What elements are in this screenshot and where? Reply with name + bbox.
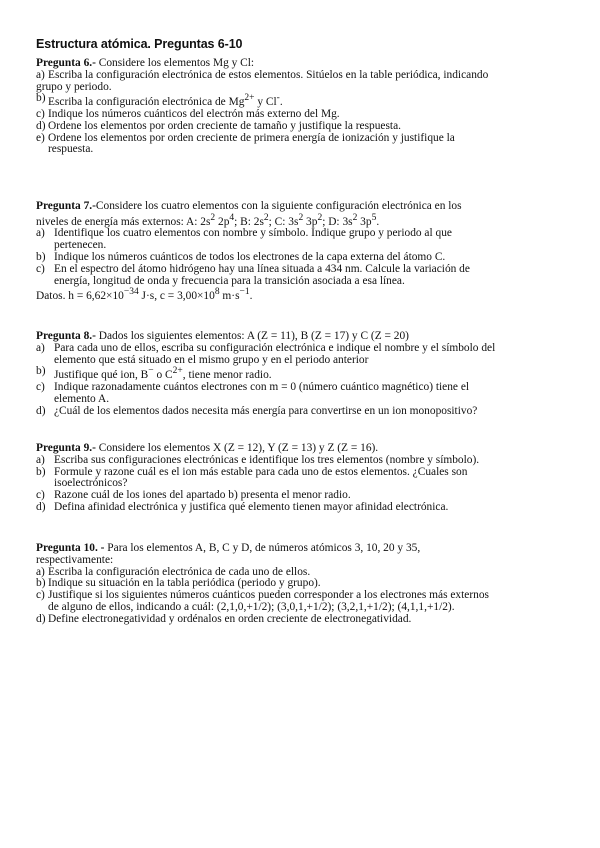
question-9 — [36, 443, 568, 514]
q8-item-c-cont: elemento A. — [54, 392, 110, 405]
q10-intro-cont: respectivamente: — [36, 553, 114, 566]
item-label: b) — [36, 365, 46, 378]
item-label: b) — [36, 250, 46, 263]
q6-item-e-cont: respuesta. — [48, 143, 94, 156]
item-label: b) — [36, 92, 46, 105]
q8-b-text: Justifique qué ion, B — [54, 369, 149, 382]
q6-item-b — [48, 93, 568, 109]
q7-item-a-cont: pertenecen. — [54, 239, 107, 252]
q8-heading: Pregunta 8.- — [36, 330, 96, 342]
q7-cfg-text: . — [376, 215, 380, 228]
q6-b-end: . — [279, 96, 283, 109]
q6-b-charge-mg: 2+ — [244, 93, 255, 104]
q8-b-charge: 2+ — [172, 366, 183, 377]
item-label: d) — [36, 119, 46, 132]
q7-configurations — [36, 213, 568, 229]
q7-item-a: Identifique los cuatro elementos con nombre y símbolo. Indique grupo y periodo al que — [54, 227, 452, 240]
q7-cfg-exp: 5 — [371, 212, 377, 223]
q7-data-exp: −34 — [123, 287, 139, 298]
q7-cfg-exp: 2 — [298, 212, 304, 223]
q8-item-c: Indique razonadamente cuántos electrones con m = 0 (número cuántico magnético) tiene el — [54, 380, 470, 393]
item-label: d) — [36, 500, 46, 513]
q9-item-c: Razone cuál de los iones del apartado b) presenta el menor radio. — [54, 489, 351, 502]
q7-data-text: . — [249, 290, 253, 303]
q6-item-a: Escriba la configuración electrónica de estos elementos. Sitúelos en la table periódica, indicando — [48, 68, 489, 81]
q9-item-b-cont: isoelectrónicos? — [54, 477, 128, 490]
q8-item-a: Para cada uno de ellos, escriba su configuración electrónica e indique el nombre y el símbolo del — [54, 341, 496, 354]
q7-cfg-text: 3p — [357, 215, 372, 228]
document-title: Estructura atómica. Preguntas 6-10 — [36, 37, 243, 51]
q6-intro: Considere los elementos Mg y Cl: — [95, 57, 255, 69]
q7-cfg-exp: 2 — [263, 212, 269, 223]
q8-b-charge: − — [148, 366, 154, 377]
q7-cfg-exp: 2 — [317, 212, 323, 223]
item-label: a) — [36, 227, 45, 240]
q7-data-exp: −1 — [239, 287, 250, 298]
q9-heading: Pregunta 9.- — [36, 442, 96, 454]
q7-item-b: Indique los números cuánticos de todos los electrones de la capa externa del átomo C. — [54, 250, 446, 263]
q8-intro: Dados los siguientes elementos: A (Z = 11), B (Z = 17) y C (Z = 20) — [95, 330, 409, 342]
item-label: a) — [36, 341, 45, 354]
q7-data-text: J·s, c = 3,00×10 — [138, 290, 215, 303]
question-7 — [36, 201, 568, 303]
item-label: a) — [36, 453, 45, 466]
q7-item-c: En el espectro del átomo hidrógeno hay una línea situada a 434 nm. Calcule la variación de — [54, 262, 470, 275]
q8-item-a-cont: elemento que está situado en el mismo grupo y en el periodo anterior — [54, 353, 369, 366]
q7-data-exp: 8 — [214, 287, 220, 298]
q10-item-c-cont: de alguno de ellos, indicando a cuál: (2,1,0,+1/2); (3,0,1,+1/2); (3,2,1,+1/2); (4,1,1,+1/2). — [48, 600, 455, 613]
q7-intro: Considere los cuatro elementos con la siguiente configuración electrónica en los — [95, 200, 462, 212]
question-6 — [36, 58, 568, 156]
q7-cfg-text: niveles de energía más externos: A: 2s — [36, 215, 211, 228]
item-label: a) — [36, 68, 45, 81]
q7-cfg-text: 3p — [303, 215, 318, 228]
q7-data-text: m·s — [219, 290, 240, 303]
item-label: c) — [36, 380, 45, 393]
item-label: c) — [36, 107, 45, 120]
item-label: b) — [36, 465, 46, 478]
q6-b-text-2: y Cl — [254, 96, 277, 109]
q7-cfg-exp: 2 — [352, 212, 358, 223]
q8-item-d: ¿Cuál de los elementos dados necesita más energía para convertirse en un ion monopositivo? — [54, 404, 478, 417]
question-10 — [36, 543, 568, 626]
item-label: c) — [36, 589, 45, 602]
item-label: c) — [36, 262, 45, 275]
item-label: d) — [36, 404, 46, 417]
q7-data-text: Datos. h = 6,62×10 — [36, 290, 124, 303]
q9-item-a: Escriba sus configuraciones electrónicas e identifique los tres elementos (nombre y símbolo). — [54, 453, 480, 466]
q6-b-text: Escriba la configuración electrónica de Mg — [48, 96, 245, 109]
q10-item-b: Indique su situación en la tabla periódica (periodo y grupo). — [48, 577, 321, 590]
q10-heading: Pregunta 10. - — [36, 542, 105, 554]
q10-item-a: Escriba la configuración electrónica de cada uno de ellos. — [48, 565, 311, 578]
q7-data — [36, 287, 568, 303]
question-8 — [36, 331, 568, 417]
q7-cfg-exp: 2 — [210, 212, 216, 223]
q9-intro: Considere los elementos X (Z = 12), Y (Z = 13) y Z (Z = 16). — [95, 442, 379, 454]
q7-cfg-text: ; C: 3s — [268, 215, 299, 228]
q6-b-charge-cl: - — [276, 93, 280, 104]
q6-heading: Pregunta 6.- — [36, 57, 96, 69]
q6-item-c: Indique los números cuánticos del electrón más externo del Mg. — [48, 107, 340, 120]
q7-cfg-text: 2p — [215, 215, 230, 228]
q7-cfg-exp: 4 — [229, 212, 235, 223]
item-label: d) — [36, 612, 46, 625]
q7-item-c-cont: energía, longitud de onda y frecuencia para la transición asociada a esa línea. — [54, 274, 405, 287]
q6-item-e: Ordene los elementos por orden creciente de primera energía de ionización y justifique la — [48, 131, 455, 144]
q6-item-d: Ordene los elementos por orden creciente de tamaño y justifique la respuesta. — [48, 119, 401, 132]
q6-item-a-cont: grupo y periodo. — [36, 80, 112, 93]
q8-b-text: , tiene menor radio. — [182, 369, 272, 382]
item-label: e) — [36, 131, 45, 144]
q7-heading: Pregunta 7.- — [36, 200, 96, 212]
q7-cfg-text: ; B: 2s — [234, 215, 264, 228]
q8-b-text: o C — [153, 369, 173, 382]
q10-intro: Para los elementos A, B, C y D, de números atómicos 3, 10, 20 y 35, — [104, 542, 421, 554]
q9-item-d: Defina afinidad electrónica y justifica qué elemento tienen mayor afinidad electrónica. — [54, 500, 449, 513]
q8-item-b — [54, 366, 568, 382]
q7-cfg-text: ; D: 3s — [322, 215, 353, 228]
q9-item-b: Formule y razone cuál es el ion más estable para cada uno de estos elementos. ¿Cuales son — [54, 465, 468, 478]
q10-item-d: Define electronegatividad y ordénalos en orden creciente de electronegatividad. — [48, 612, 412, 625]
item-label: b) — [36, 577, 46, 590]
item-label: c) — [36, 489, 45, 502]
q10-item-c: Justifique si los siguientes números cuánticos pueden corresponder a los electrones más externos — [48, 589, 489, 602]
item-label: a) — [36, 565, 45, 578]
